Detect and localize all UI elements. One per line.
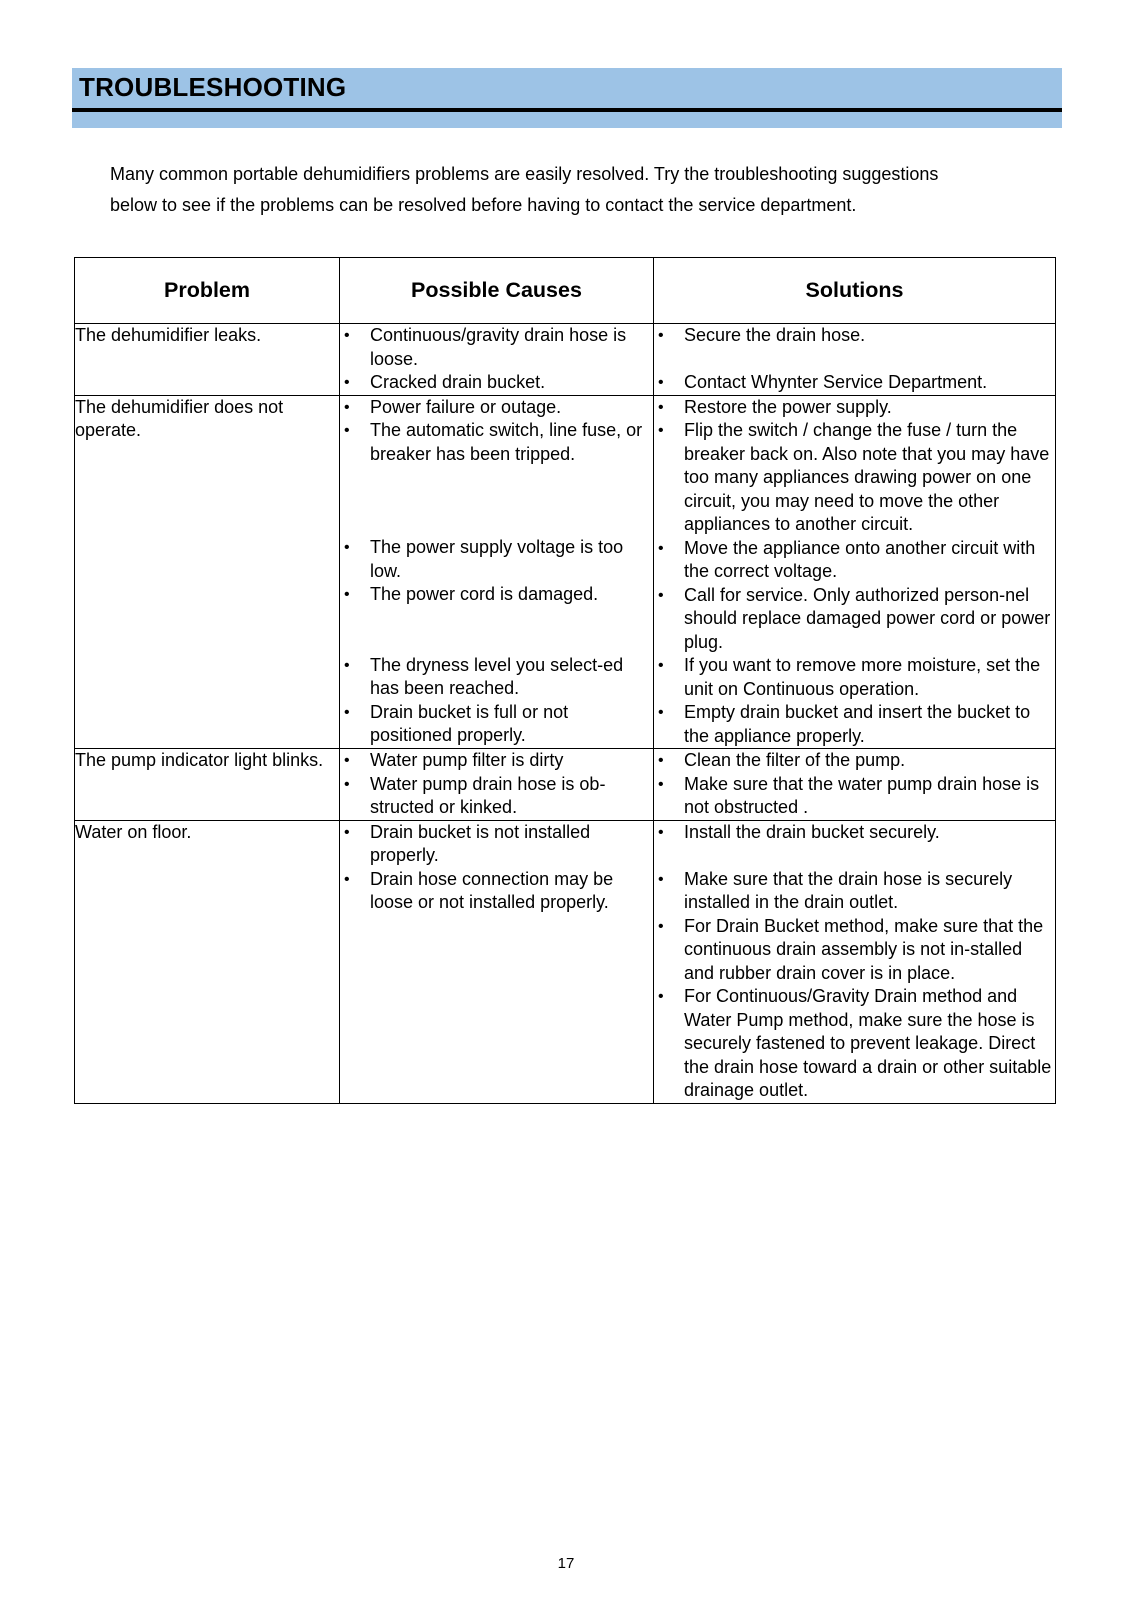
page-title: TROUBLESHOOTING bbox=[79, 72, 347, 102]
table-row bbox=[75, 749, 1056, 821]
solution-item: • Install the drain bucket securely. bbox=[654, 821, 1055, 845]
solutions-cell bbox=[654, 324, 1056, 396]
cause-item: • Power failure or outage. bbox=[340, 396, 653, 420]
causes-cell bbox=[340, 324, 654, 396]
causes-cell bbox=[340, 749, 654, 821]
solution-item: • Move the appliance onto another circuit with the correct voltage. bbox=[654, 537, 1055, 584]
header-rule bbox=[72, 108, 1062, 112]
solution-item: • Empty drain bucket and insert the bucket to the appliance properly. bbox=[654, 701, 1055, 748]
solution-item: • For Drain Bucket method, make sure that the continuous drain assembly is not in-stalled and rubber drain cover is in place. bbox=[654, 915, 1055, 986]
header-possible-causes: Possible Causes bbox=[340, 258, 654, 324]
table-row bbox=[75, 820, 1056, 1103]
solution-item: • Contact Whynter Service Department. bbox=[654, 371, 1055, 395]
causes-cell bbox=[340, 820, 654, 1103]
solution-item: • Flip the switch / change the fuse / turn the breaker back on. Also note that you may have too many appliances drawing power on one circuit, you may need to move the other appliances to another circuit. bbox=[654, 419, 1055, 537]
table-header-row bbox=[75, 258, 1056, 324]
solution-item: • Restore the power supply. bbox=[654, 396, 1055, 420]
cause-item: • Water pump filter is dirty bbox=[340, 749, 653, 773]
solutions-cell bbox=[654, 395, 1056, 749]
solution-item: • Call for service. Only authorized person-nel should replace damaged power cord or power plug. bbox=[654, 584, 1055, 655]
solution-item: • For Continuous/Gravity Drain method and Water Pump method, make sure the hose is securely fastened to prevent leakage. Direct the drain hose toward a drain or other suitable drainage outlet. bbox=[654, 985, 1055, 1103]
problem-cell: Water on floor. bbox=[75, 820, 340, 1103]
cause-item: • Continuous/gravity drain hose is loose. bbox=[340, 324, 653, 371]
cause-item: • Drain bucket is full or not positioned properly. bbox=[340, 701, 653, 748]
solution-item: • Secure the drain hose. bbox=[654, 324, 1055, 348]
header-problem: Problem bbox=[75, 258, 340, 324]
cause-item: • Drain bucket is not installed properly. bbox=[340, 821, 653, 868]
cause-item: • Cracked drain bucket. bbox=[340, 371, 653, 395]
page-number: 17 bbox=[557, 1555, 575, 1572]
solution-item: • Clean the filter of the pump. bbox=[654, 749, 1055, 773]
cause-item: • Water pump drain hose is ob-structed or kinked. bbox=[340, 773, 653, 820]
cause-item: • The dryness level you select-ed has been reached. bbox=[340, 654, 653, 701]
intro-line-2: below to see if the problems can be resolved before having to contact the service department. bbox=[110, 195, 857, 215]
intro-paragraph bbox=[110, 159, 1010, 221]
solution-item: • Make sure that the water pump drain hose is not obstructed . bbox=[654, 773, 1055, 820]
solutions-cell bbox=[654, 749, 1056, 821]
section-header-band bbox=[72, 68, 1062, 128]
solution-item: • Make sure that the drain hose is securely installed in the drain outlet. bbox=[654, 868, 1055, 915]
cause-item: • The power supply voltage is too low. bbox=[340, 536, 653, 583]
header-solutions: Solutions bbox=[654, 258, 1056, 324]
intro-line-1: Many common portable dehumidifiers problems are easily resolved. Try the troubleshooting suggestions bbox=[110, 164, 939, 184]
cause-item: • The automatic switch, line fuse, or breaker has been tripped. bbox=[340, 419, 653, 466]
problem-cell: The dehumidifier leaks. bbox=[75, 324, 340, 396]
causes-cell bbox=[340, 395, 654, 749]
cause-item: • The power cord is damaged. bbox=[340, 583, 653, 607]
solutions-cell bbox=[654, 820, 1056, 1103]
table-row bbox=[75, 395, 1056, 749]
problem-cell: The dehumidifier does not operate. bbox=[75, 395, 340, 749]
solution-item: • If you want to remove more moisture, set the unit on Continuous operation. bbox=[654, 654, 1055, 701]
cause-item: • Drain hose connection may be loose or not installed properly. bbox=[340, 868, 653, 915]
problem-cell: The pump indicator light blinks. bbox=[75, 749, 340, 821]
table-row bbox=[75, 324, 1056, 396]
troubleshooting-table bbox=[74, 257, 1056, 1104]
